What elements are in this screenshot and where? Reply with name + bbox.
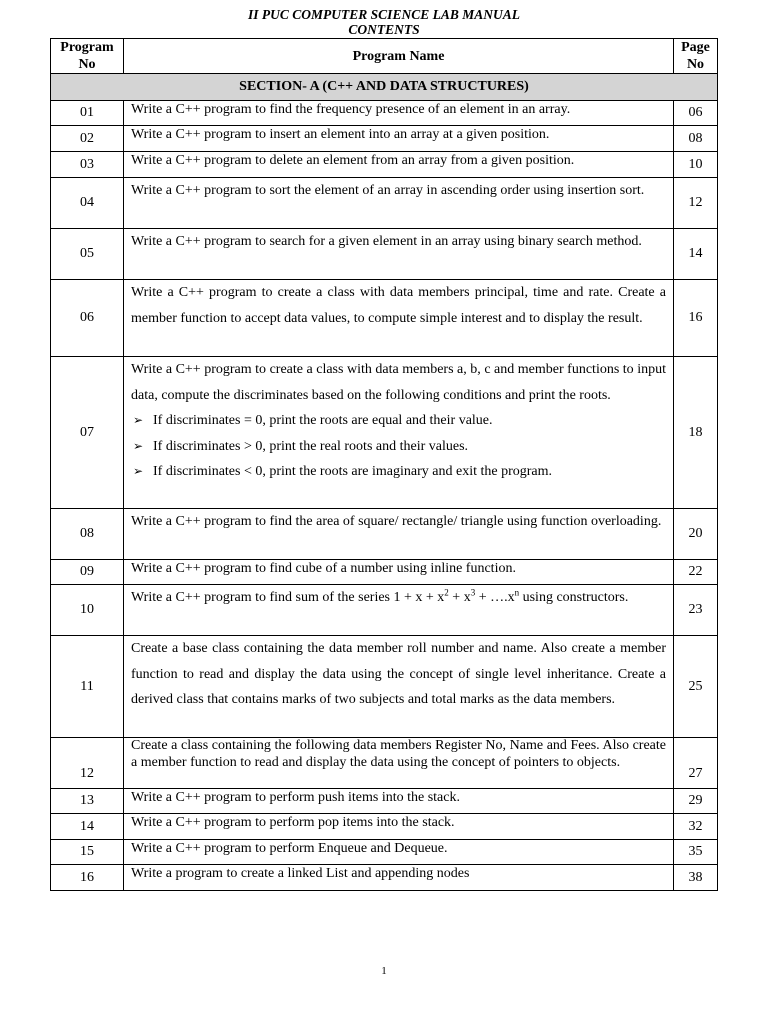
program-no: 01: [51, 101, 124, 126]
table-row: [51, 738, 718, 789]
program-name: Write a program to create a linked List and appending nodes: [124, 865, 674, 891]
col-header-page-no: Page No: [674, 39, 718, 74]
program-name: Write a C++ program to find the frequency presence of an element in an array.: [124, 101, 674, 126]
arrow-bullet-icon: ➢: [133, 438, 144, 453]
program-name: Write a C++ program to delete an element from an array from a given position.: [124, 152, 674, 178]
program-no: 10: [51, 585, 124, 636]
program-no: 13: [51, 789, 124, 814]
page-no: 27: [674, 738, 718, 789]
program-name: Write a C++ program to find sum of the series $1 + x + x^2 + x^3$ + $\dots.x^n$ using constructors.: [124, 585, 674, 636]
page-no: 08: [674, 126, 718, 152]
program-name: [124, 357, 674, 509]
conditions-list: [131, 408, 666, 485]
program-name: Write a C++ program to perform push items into the stack.: [124, 789, 674, 814]
page-no: 32: [674, 814, 718, 840]
page-no: 16: [674, 280, 718, 357]
page-no: 25: [674, 636, 718, 738]
col-header-program-no: Program No: [51, 39, 124, 74]
table-row: [51, 101, 718, 126]
table-row: [51, 126, 718, 152]
program-no: 11: [51, 636, 124, 738]
program-no: 04: [51, 178, 124, 229]
list-item: ➢ If discriminates > 0, print the real roots and their values.: [131, 434, 666, 460]
contents-table: [50, 38, 718, 891]
program-name: Write a C++ program to perform Enqueue and Dequeue.: [124, 840, 674, 865]
program-name-text: Write a C++ program to create a class with data members a, b, c and member functions to input data, compute the discriminates based on the following conditions and print the roots.: [131, 362, 666, 403]
program-no: 05: [51, 229, 124, 280]
program-no: 08: [51, 509, 124, 560]
table-row: [51, 636, 718, 738]
table-row: [51, 560, 718, 585]
section-row: [51, 74, 718, 101]
program-no: 14: [51, 814, 124, 840]
table-row: [51, 229, 718, 280]
page-no: 23: [674, 585, 718, 636]
table-row: [51, 178, 718, 229]
arrow-bullet-icon: ➢: [133, 464, 144, 478]
page-no: 18: [674, 357, 718, 509]
table-row: [51, 357, 718, 509]
program-name: Write a C++ program to create a class with data members principal, time and rate. Create a member function to accept data values, to compute simple interest and to display the result.: [124, 280, 674, 357]
program-no: 02: [51, 126, 124, 152]
program-name: Write a C++ program to perform pop items into the stack.: [124, 814, 674, 840]
page-no: 10: [674, 152, 718, 178]
program-no: 03: [51, 152, 124, 178]
arrow-bullet-icon: ➢: [133, 413, 144, 427]
page-number: 1: [381, 965, 387, 977]
program-no: 06: [51, 280, 124, 357]
table-header-row: [51, 39, 718, 74]
section-title: SECTION- A (C++ AND DATA STRUCTURES): [51, 74, 718, 101]
table-row: [51, 585, 718, 636]
table-row: [51, 280, 718, 357]
document-subtitle: CONTENTS: [348, 22, 420, 37]
program-no: 07: [51, 357, 124, 509]
table-row: [51, 152, 718, 178]
page-no: 22: [674, 560, 718, 585]
table-row: [51, 840, 718, 865]
program-no: 09: [51, 560, 124, 585]
program-no: 12: [51, 738, 124, 789]
page-no: 29: [674, 789, 718, 814]
program-no: 16: [51, 865, 124, 891]
table-row: [51, 814, 718, 840]
program-name: Write a C++ program to search for a given element in an array using binary search method.: [124, 229, 674, 280]
table-row: [51, 509, 718, 560]
table-row: [51, 865, 718, 891]
program-name: Create a class containing the following data members Register No, Name and Fees. Also create a member function to read and display the data using the concept of pointers to objects.: [124, 738, 674, 789]
program-name: Write a C++ program to find the area of square/ rectangle/ triangle using function overloading.: [124, 509, 674, 560]
col-header-program-name: Program Name: [124, 39, 674, 74]
program-no: 15: [51, 840, 124, 865]
program-name: Write a C++ program to insert an element into an array at a given position.: [124, 126, 674, 152]
list-item: ➢ If discriminates = 0, print the roots are equal and their value.: [131, 408, 666, 434]
program-name: Write a C++ program to sort the element of an array in ascending order using insertion sort.: [124, 178, 674, 229]
list-item: ➢ If discriminates < 0, print the roots are imaginary and exit the program.: [131, 459, 666, 485]
page-no: 20: [674, 509, 718, 560]
program-name: Create a base class containing the data member roll number and name. Also create a member function to read and display the data using the concept of single level inheritance. Create a derived class that contains marks of two subjects and total marks as the data members.: [124, 636, 674, 738]
page-no: 38: [674, 865, 718, 891]
document-title: II PUC COMPUTER SCIENCE LAB MANUAL: [248, 7, 520, 22]
page-no: 35: [674, 840, 718, 865]
program-name: Write a C++ program to find cube of a number using inline function.: [124, 560, 674, 585]
table-row: [51, 789, 718, 814]
page-no: 06: [674, 101, 718, 126]
page-no: 14: [674, 229, 718, 280]
page-no: 12: [674, 178, 718, 229]
